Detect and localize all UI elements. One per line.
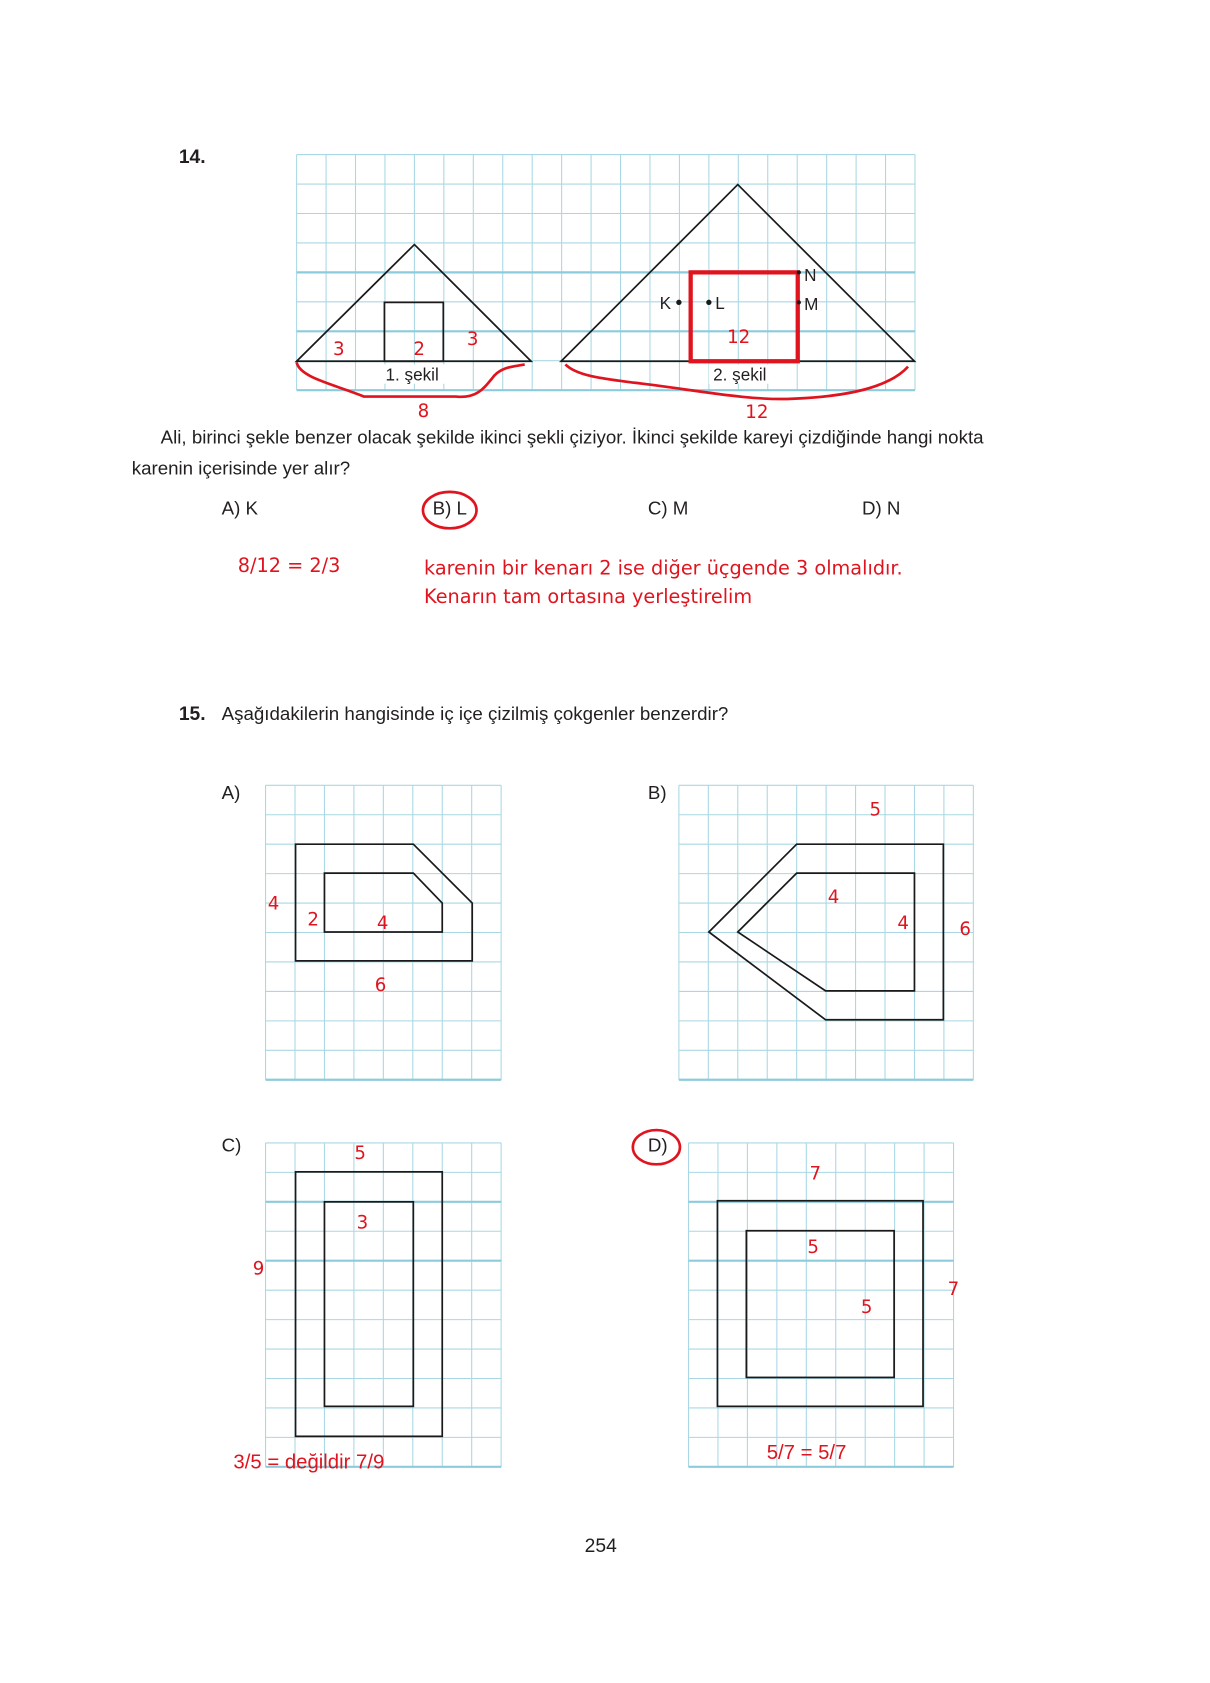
note-fig1-square: 2 xyxy=(413,338,425,360)
note-base-2: 12 xyxy=(745,401,769,423)
figure-1-label: 1. şekil xyxy=(385,364,439,385)
note-fig2-square: 12 xyxy=(727,327,751,349)
note-explanation-1: karenin bir kenarı 2 ise diğer üçgende 3 olmalıdır. xyxy=(424,556,903,580)
option-15-a-label[interactable]: A) xyxy=(221,782,241,804)
option-15-b-label[interactable]: B) xyxy=(647,782,667,804)
note-d: 7 xyxy=(947,1278,960,1300)
point-m-dot xyxy=(797,300,801,304)
note-c: 3 xyxy=(356,1212,369,1234)
note-b: 5 xyxy=(869,799,882,821)
point-k-label: K xyxy=(659,292,672,313)
point-l-dot xyxy=(706,300,711,305)
note-b: 6 xyxy=(959,919,972,941)
note-d: 5 xyxy=(860,1297,873,1319)
note-a: 2 xyxy=(307,909,319,931)
note-c-conclusion: 3/5 = değildir 7/9 xyxy=(233,1451,385,1474)
figure-2-label: 2. şekil xyxy=(713,364,767,385)
question-14-text-line1: Ali, birinci şekle benzer olacak şekilde ikinci şekli çiziyor. İkinci şekilde kareyi çizdiğinde hangi nokta xyxy=(160,426,984,448)
option-14-b[interactable]: B) L xyxy=(432,497,467,519)
grid-option-c xyxy=(266,1143,502,1467)
grid-layer xyxy=(266,155,974,1467)
note-d: 7 xyxy=(809,1163,822,1185)
question-14-text-line2: karenin içerisinde yer alır? xyxy=(131,457,351,479)
option-15-d-label[interactable]: D) xyxy=(647,1134,668,1156)
note-d-conclusion: 5/7 = 5/7 xyxy=(766,1441,847,1464)
grid-option-d xyxy=(689,1143,954,1467)
question-15-text: Aşağıdakilerin hangisinde iç içe çizilmiş çokgenler benzerdir? xyxy=(221,702,729,724)
point-k-dot xyxy=(676,300,681,305)
note-explanation-2: Kenarın tam ortasına yerleştirelim xyxy=(424,585,753,609)
note-fig1-right: 3 xyxy=(466,329,479,351)
point-l-label: L xyxy=(715,292,725,313)
question-15-number: 15. xyxy=(178,703,206,725)
point-n-dot xyxy=(797,270,801,274)
option-14-d[interactable]: D) N xyxy=(861,497,901,519)
page-number: 254 xyxy=(584,1535,617,1557)
note-c: 9 xyxy=(252,1258,265,1280)
option-14-c[interactable]: C) M xyxy=(647,497,689,519)
option-14-a[interactable]: A) K xyxy=(221,497,259,519)
note-c: 5 xyxy=(354,1142,367,1164)
grid-q14 xyxy=(297,155,915,391)
note-b: 4 xyxy=(827,887,840,909)
note-a: 4 xyxy=(376,912,389,934)
grid-option-b xyxy=(679,785,973,1079)
note-base-1: 8 xyxy=(417,400,430,422)
option-15-c-label[interactable]: C) xyxy=(221,1134,242,1156)
point-m-label: M xyxy=(804,293,819,314)
note-d: 5 xyxy=(807,1237,819,1259)
note-b: 4 xyxy=(897,912,909,934)
option-c-outer-rect xyxy=(296,1172,443,1436)
note-a: 4 xyxy=(267,893,280,915)
point-n-label: N xyxy=(804,264,817,285)
option-c-inner-rect xyxy=(324,1202,413,1407)
note-ratio: 8/12 = 2/3 xyxy=(237,554,341,578)
note-a: 6 xyxy=(374,974,387,996)
note-fig1-left: 3 xyxy=(333,338,345,360)
question-14-number: 14. xyxy=(178,147,206,169)
